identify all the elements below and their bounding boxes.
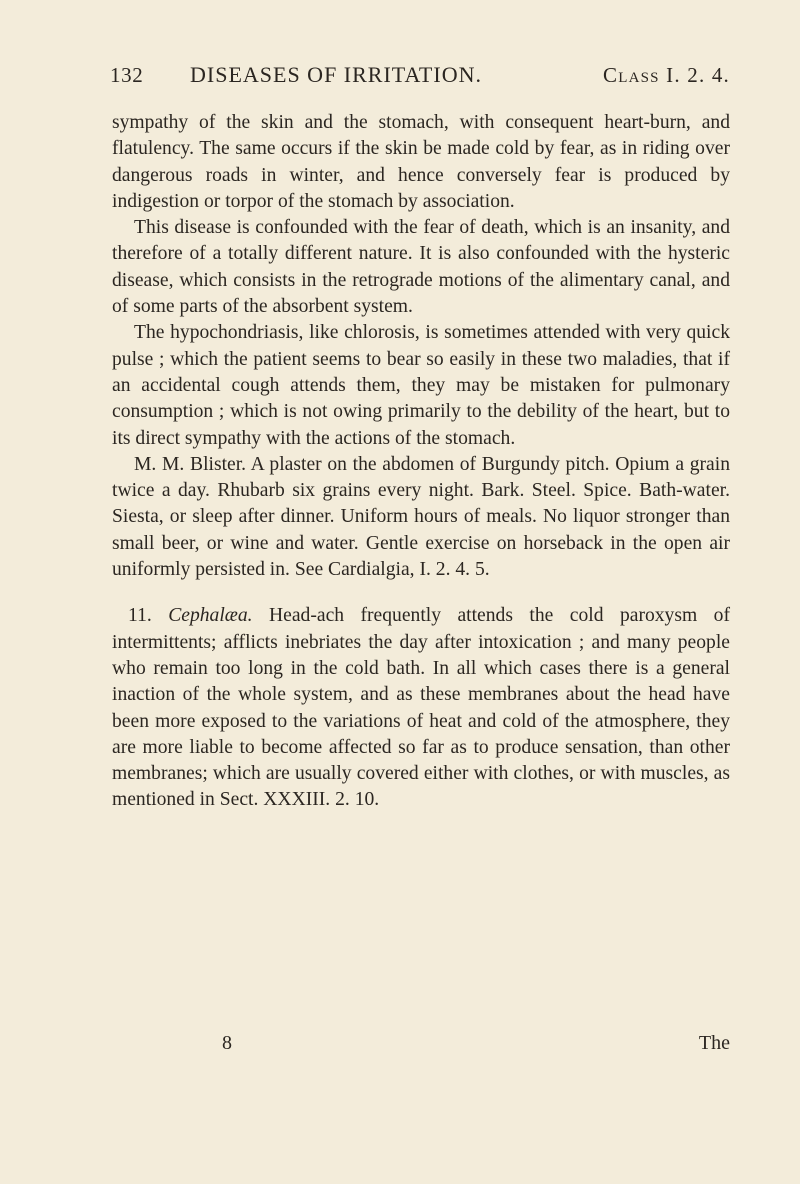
- running-title: DISEASES OF IRRITATION.: [190, 62, 482, 87]
- paragraph-hypochondriasis: The hypochondriasis, like chlorosis, is sometimes attended with very quick pulse ; which the patient seems to bear so easily in these two maladies, that if an accidental cough attends them, they may be mistaken for pulmonary consumption ; which is not owing primarily to the debility of the heart, but to its direct sympathy with the actions of the stomach.: [112, 322, 730, 449]
- section-term: Cephalæa.: [168, 605, 253, 627]
- paragraph-confounded: This disease is confounded with the fear of death, which is an insanity, and therefore of a totally different nature. It is also confounded with the hysteric disease, which consists in the retrograde motions of the alimentary canal, and of some parts of the absorbent system.: [112, 217, 730, 318]
- page-footer: [112, 1032, 730, 1062]
- page-body: [112, 110, 730, 814]
- section-text: Head-ach frequently attends the cold paroxysm of intermittents; afflicts inebriates the day after intoxication ; and many people who remain too long in the cold bath. In all which cases there is a general inaction of the whole system, and as these membranes about the head have been more exposed to the variations of heat and cold of the atmosphere, they are more liable to become affected so far as to produce sensation, than other membranes; which are usually covered either with clothes, or with muscles, as mentioned in Sect. XXXIII. 2. 10.: [112, 605, 730, 811]
- catchword: The: [698, 1032, 730, 1054]
- paragraph-cephalaea: [112, 603, 730, 813]
- page-number: 132: [110, 63, 144, 87]
- section-number: 11.: [128, 605, 152, 627]
- signature-mark: 8: [222, 1032, 232, 1054]
- page-header: [110, 62, 730, 102]
- paragraph-method-of-medicine: M. M. Blister. A plaster on the abdomen of Burgundy pitch. Opium a grain twice a day. Rhubarb six grains every night. Bark. Steel. Spice. Bath-water. Siesta, or sleep after dinner. Uniform hours of meals. No liquor stronger than small beer, or wine and water. Gentle exercise on horseback in the open air uniformly persisted in. See Cardialgia, I. 2. 4. 5.: [112, 453, 730, 581]
- paragraph-sympathy: sympathy of the skin and the stomach, with consequent heart-burn, and flatulency. The same occurs if the skin be made cold by fear, as in riding over dangerous roads in winter, and hence conversely fear is produced by indigestion or torpor of the stomach by association.: [112, 112, 730, 212]
- class-reference: Class I. 2. 4.: [603, 63, 730, 87]
